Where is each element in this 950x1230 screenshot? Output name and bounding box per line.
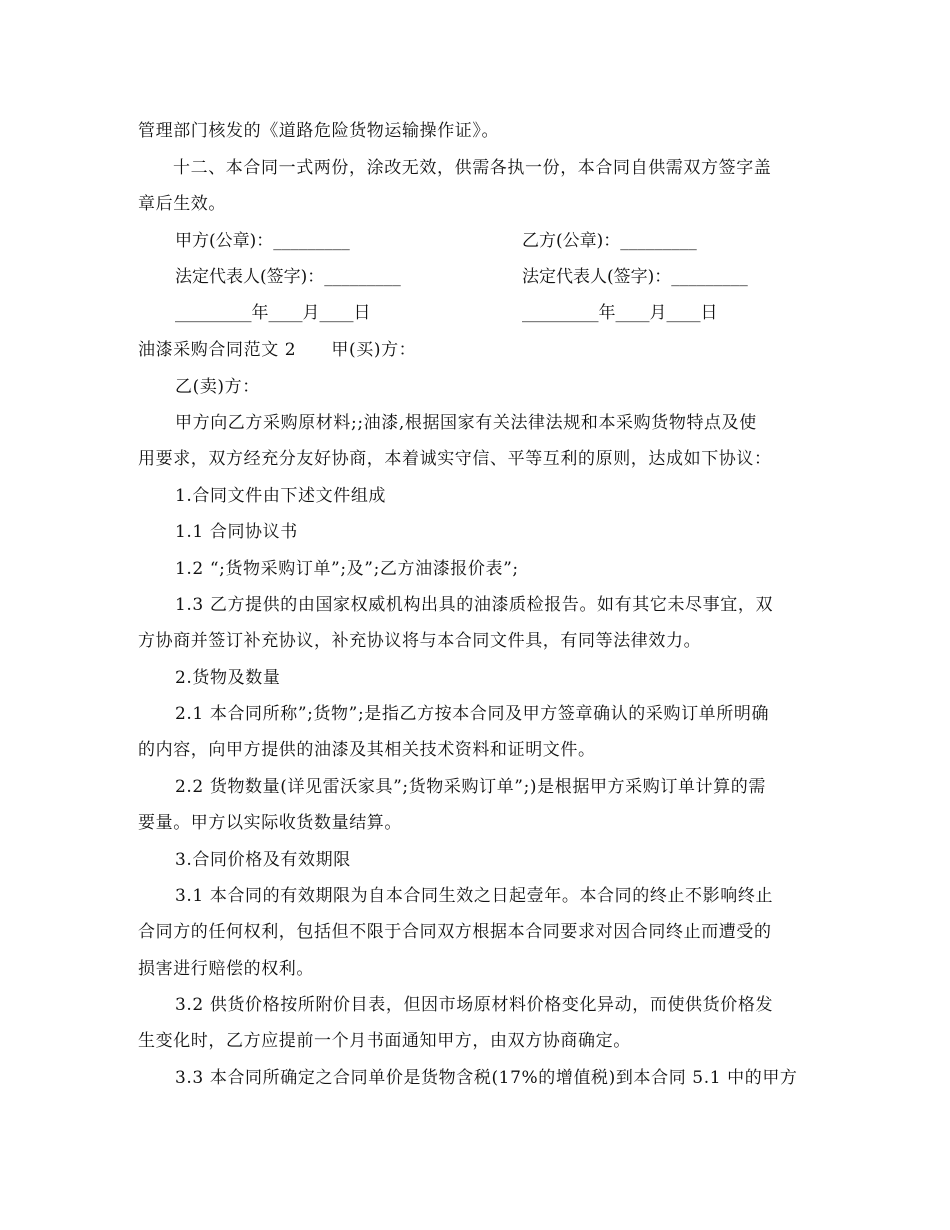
text-line: 3.1 本合同的有效期限为自本合同生效之日起壹年。本合同的终止不影响终止	[175, 886, 774, 906]
text-line: 1.3 乙方提供的由国家权威机构出具的油漆质检报告。如有其它未尽事宜，双	[175, 595, 774, 615]
text-line: 2.货物及数量	[175, 668, 281, 688]
text-line: 乙(卖)方：	[175, 377, 260, 397]
text-line: 损害进行赔偿的权利。	[138, 959, 314, 979]
text-line: 甲方向乙方采购原材料;;油漆,根据国家有关法律法规和本采购货物特点及使	[175, 413, 757, 433]
text-line: 合同方的任何权利，包括但不限于合同双方根据本合同要求对因合同终止而遭受的	[138, 922, 772, 942]
party-b-seal-line: 乙方(公章)：_________	[522, 231, 697, 251]
text-line: 要量。甲方以实际收货数量结算。	[138, 813, 402, 833]
text-line: 3.2 供货价格按所附价目表，但因市场原材料价格变化异动，而使供货价格发	[175, 995, 774, 1015]
text-line: 2.1 本合同所称”;货物”;是指乙方按本合同及甲方签章确认的采购订单所明确	[175, 704, 770, 724]
text-line: 的内容，向甲方提供的油漆及其相关技术资料和证明文件。	[138, 740, 596, 760]
party-b-representative-line: 法定代表人(签字)：_________	[522, 267, 748, 287]
party-a-representative-line: 法定代表人(签字)：_________	[175, 267, 401, 287]
text-line: 十二、本合同一式两份，涂改无效，供需各执一份，本合同自供需双方签字盖	[173, 158, 772, 178]
text-line: 1.合同文件由下述文件组成	[175, 486, 387, 506]
section-heading: 油漆采购合同范文 2 甲(买)方：	[138, 340, 417, 360]
text-line: 生变化时，乙方应提前一个月书面通知甲方，由双方协商确定。	[138, 1031, 631, 1051]
text-line: 1.1 合同协议书	[175, 522, 298, 542]
text-line: 3.3 本合同所确定之合同单价是货物含税(17%的增值税)到本合同 5.1 中的甲方	[175, 1068, 798, 1088]
party-a-date-line: _________年____月____日	[175, 303, 371, 323]
text-line: 方协商并签订补充协议，补充协议将与本合同文件具，有同等法律效力。	[138, 631, 702, 651]
text-line: 2.2 货物数量(详见雷沃家具”;货物采购订单”;)是根据甲方采购订单计算的需	[175, 777, 766, 797]
text-line: 3.合同价格及有效期限	[175, 850, 351, 870]
text-line: 用要求，双方经充分友好协商，本着诚实守信、平等互利的原则，达成如下协议：	[138, 449, 772, 469]
text-line: 1.2 “;货物采购订单”;及”;乙方油漆报价表”;	[175, 559, 519, 579]
text-line: 管理部门核发的《道路危险货物运输操作证》。	[138, 121, 500, 141]
party-b-date-line: _________年____月____日	[522, 303, 718, 323]
party-a-seal-line: 甲方(公章)：_________	[175, 231, 350, 251]
text-line: 章后生效。	[138, 194, 226, 214]
